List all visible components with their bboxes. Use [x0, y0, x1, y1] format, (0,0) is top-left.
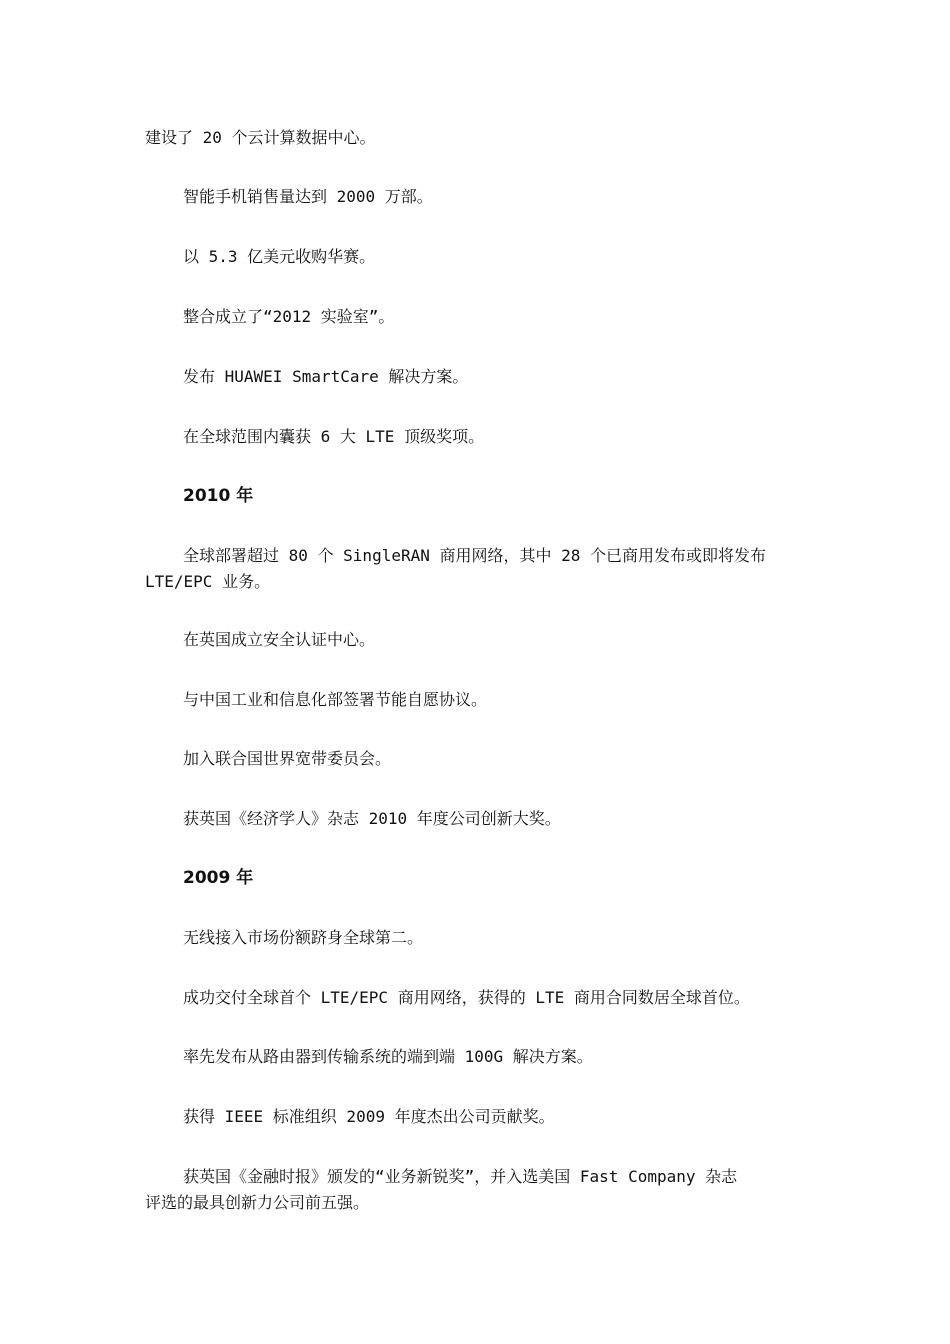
paragraph-singleran-line1: 全球部署超过 80 个 SingleRAN 商用网络，其中 28 个已商用发布或即将发布: [183, 546, 767, 565]
paragraph-singleran-line2: LTE/EPC 业务。: [145, 572, 271, 591]
paragraph-lte-awards: 在全球范围内囊获 6 大 LTE 顶级奖项。: [183, 427, 485, 446]
paragraph-market-share: 无线接入市场份额跻身全球第二。: [183, 928, 424, 947]
paragraph-ft-award-line1: 获英国《金融时报》颁发的“业务新锐奖”，并入选美国 Fast Company 杂志: [183, 1167, 738, 1186]
paragraph-uk-security-center: 在英国成立安全认证中心。: [183, 630, 376, 649]
section-heading-2009: 2009 年: [183, 868, 254, 888]
paragraph-cloud-datacenters: 建设了 20 个云计算数据中心。: [145, 128, 376, 147]
paragraph-huasai-acquisition: 以 5.3 亿美元收购华赛。: [183, 247, 376, 266]
paragraph-broadband-commission: 加入联合国世界宽带委员会。: [183, 749, 392, 768]
paragraph-economist-award: 获英国《经济学人》杂志 2010 年度公司创新大奖。: [183, 809, 561, 828]
paragraph-ieee-award: 获得 IEEE 标准组织 2009 年度杰出公司贡献奖。: [183, 1107, 555, 1126]
paragraph-smartcare: 发布 HUAWEI SmartCare 解决方案。: [183, 367, 469, 386]
section-heading-2010: 2010 年: [183, 486, 254, 506]
paragraph-energy-agreement: 与中国工业和信息化部签署节能自愿协议。: [183, 690, 488, 709]
paragraph-2012-lab: 整合成立了“2012 实验室”。: [183, 307, 395, 326]
paragraph-ft-award-line2: 评选的最具创新力公司前五强。: [145, 1193, 370, 1212]
paragraph-100g-solution: 率先发布从路由器到传输系统的端到端 100G 解决方案。: [183, 1047, 593, 1066]
paragraph-smartphone-sales: 智能手机销售量达到 2000 万部。: [183, 187, 433, 206]
paragraph-first-lte-epc: 成功交付全球首个 LTE/EPC 商用网络，获得的 LTE 商用合同数居全球首位。: [183, 988, 750, 1007]
